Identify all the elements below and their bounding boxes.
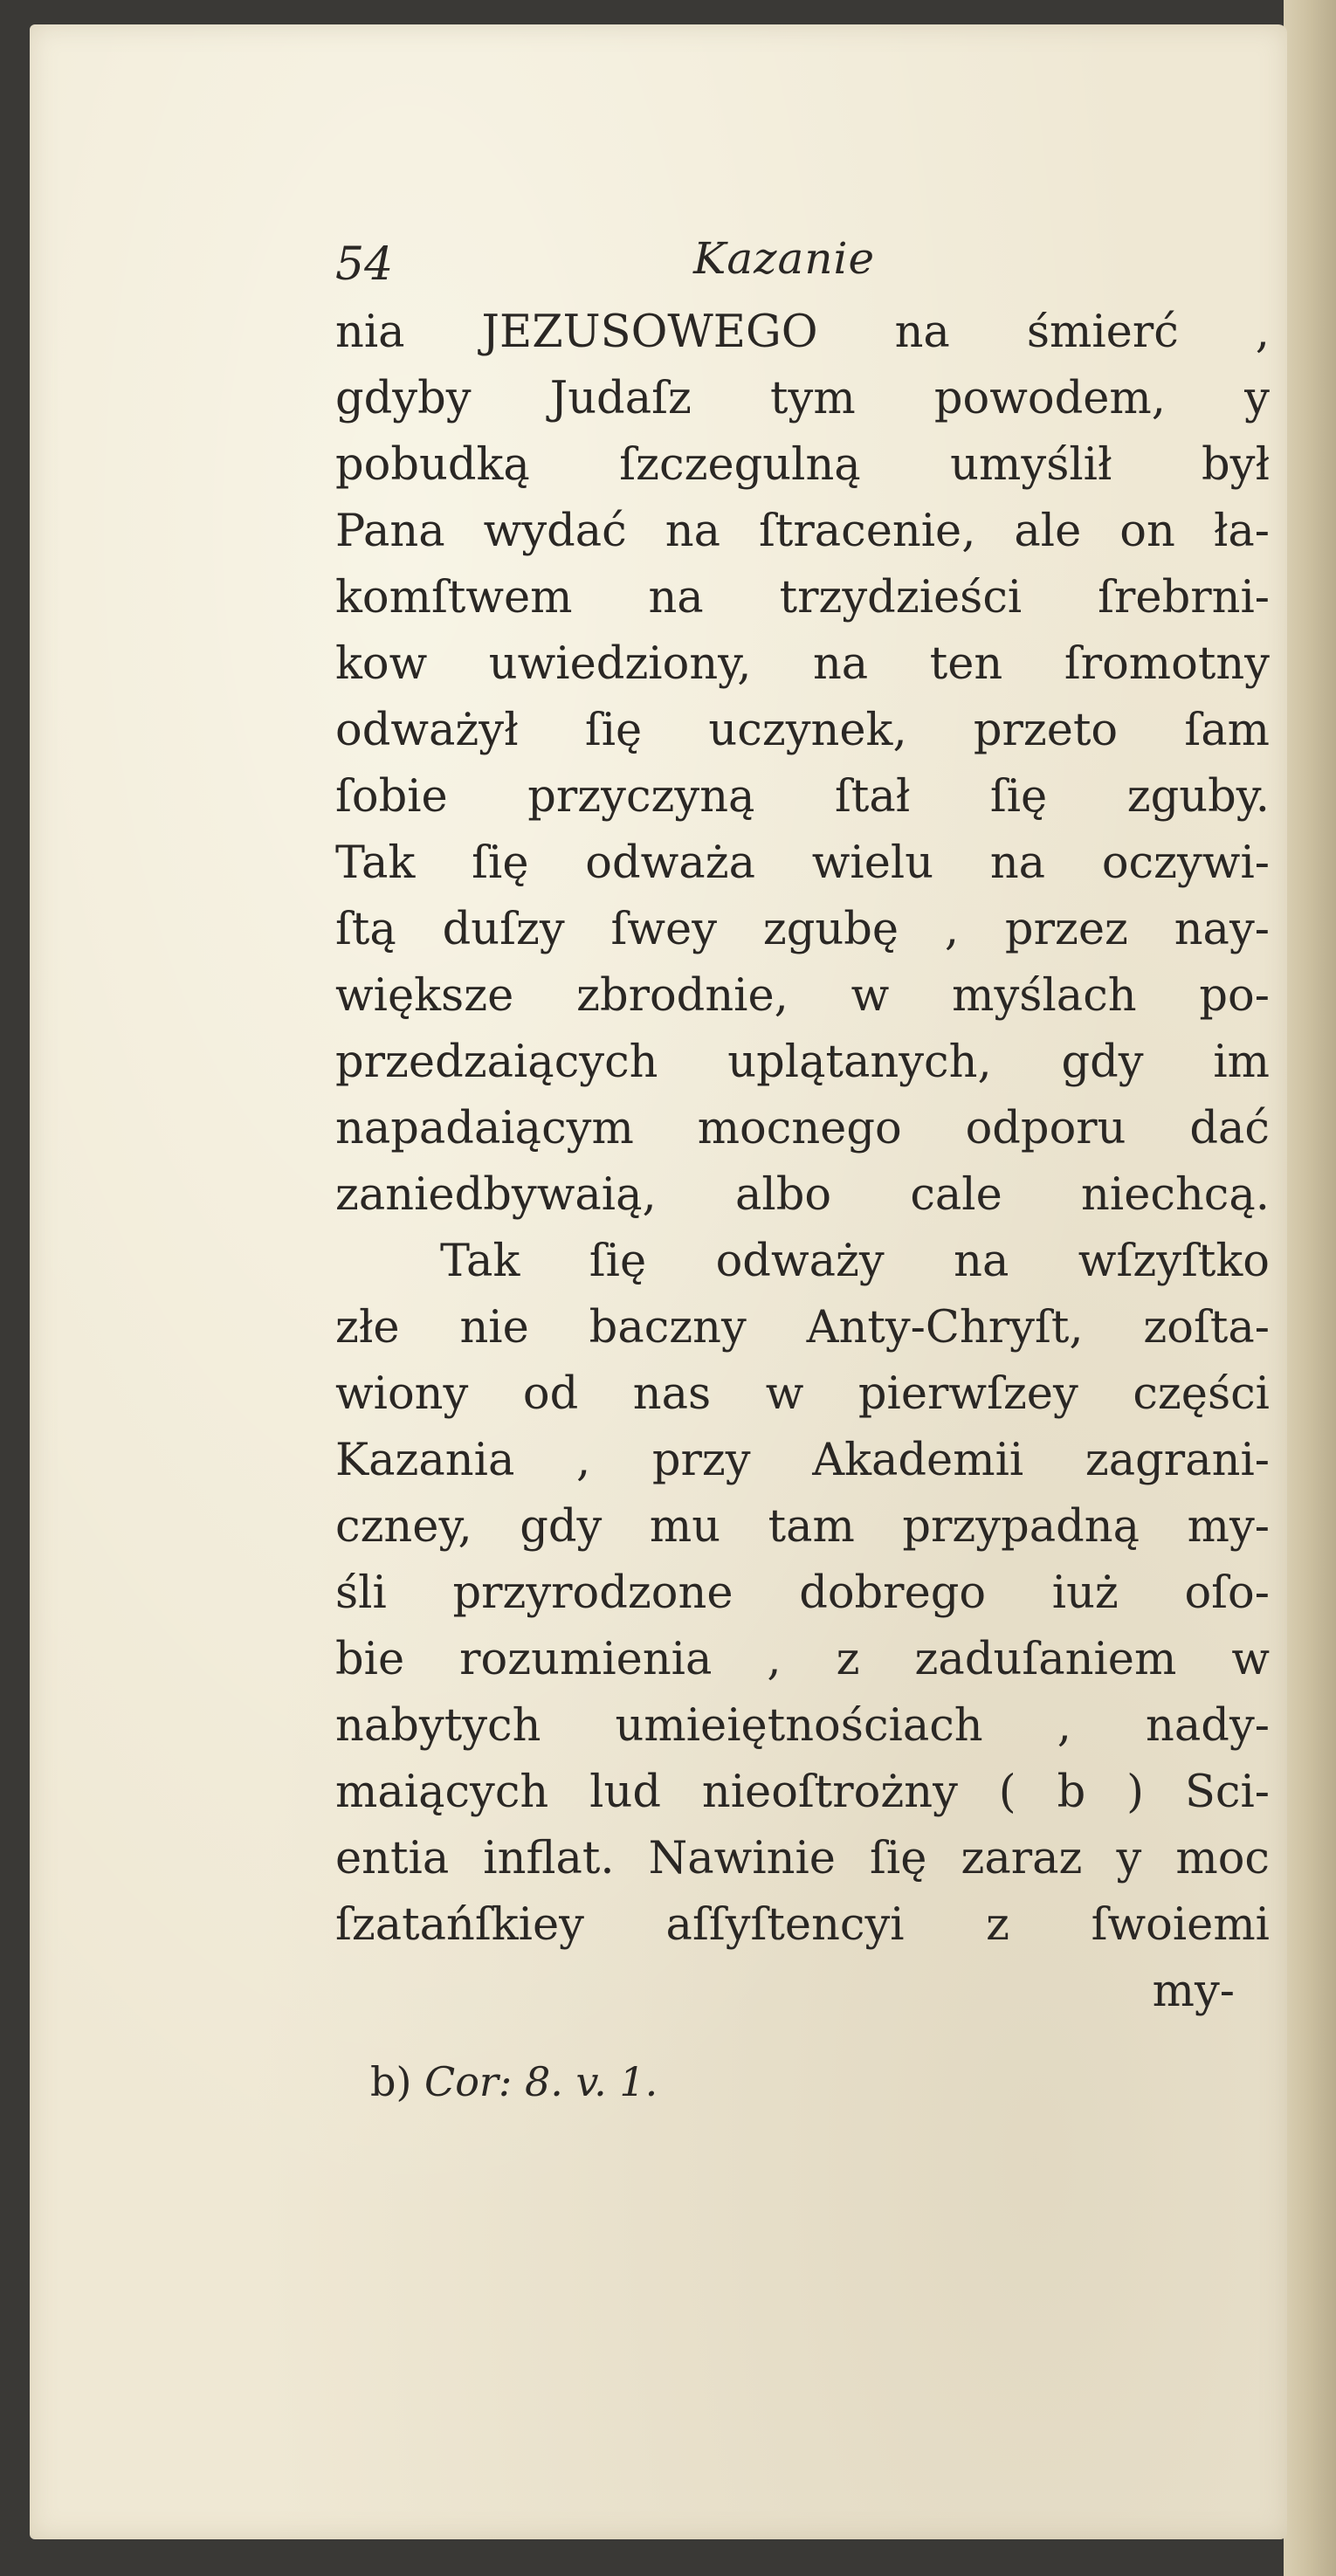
text-line: maiących lud nieoſtrożny ( b ) Sci-: [335, 1767, 1270, 1818]
text-line: śli przyrodzone dobrego iuż oſo-: [335, 1567, 1270, 1619]
text-line: napadaiącym mocnego odporu dać: [335, 1103, 1270, 1154]
text-line: zaniedbywaią, albo cale niechcą.: [335, 1169, 1270, 1221]
page-number: 54: [335, 238, 394, 291]
text-line: czney, gdy mu tam przypadną my-: [335, 1501, 1270, 1553]
page-header: [335, 221, 1270, 300]
book-page: [30, 24, 1287, 2539]
text-line: Pana wydać na ſtracenie, ale on ła-: [335, 506, 1270, 557]
text-line: ſzatańſkiey aſſyſtencyi z ſwoiemi: [335, 1899, 1270, 1951]
text-line: pobudką ſzczegulną umyślił był: [335, 439, 1270, 491]
text-line: odważył ſię uczynek, przeto ſam: [335, 705, 1270, 756]
text-line: gdyby Judaſz tym powodem, y: [335, 373, 1270, 424]
text-line: wiony od nas w pierwſzey części: [335, 1368, 1270, 1420]
text-line: większe zbrodnie, w myślach po-: [335, 970, 1270, 1022]
book-spine-edge: [1284, 0, 1336, 2576]
body-text: [335, 300, 1270, 2025]
footnote-reference: Cor: 8. v. 1.: [424, 2058, 658, 2105]
text-line: ſtą duſzy ſwey zgubę , przez nay-: [335, 904, 1270, 955]
text-line: Tak ſię odważa wielu na oczywi-: [335, 837, 1270, 889]
footnote: [335, 2051, 1270, 2112]
text-line: ſobie przyczyną ſtał ſię zguby.: [335, 771, 1270, 823]
running-title: Kazanie: [693, 233, 876, 284]
text-line: bie rozumienia , z zaduſaniem w: [335, 1634, 1270, 1685]
text-line: przedzaiących uplątanych, gdy im: [335, 1037, 1270, 1088]
footnote-marker: b): [370, 2058, 412, 2105]
text-block: [335, 221, 1270, 2112]
text-line: komſtwem na trzydzieści ſrebrni-: [335, 572, 1270, 623]
text-line: kow uwiedziony, na ten ſromotny: [335, 638, 1270, 690]
text-line: nabytych umieiętnościach , nady-: [335, 1700, 1270, 1752]
catchword: my-: [1152, 1966, 1235, 2017]
text-line: entia inflat. Nawinie ſię zaraz y moc: [335, 1833, 1270, 1884]
text-line: złe nie baczny Anty-Chryſt, zoſta-: [335, 1302, 1270, 1353]
paragraph-start-line: Tak ſię odważy na wſzyſtko: [440, 1236, 1270, 1287]
text-line: Kazania , przy Akademii zagrani-: [335, 1435, 1270, 1486]
text-line: nia JEZUSOWEGO na śmierć ,: [335, 307, 1270, 358]
